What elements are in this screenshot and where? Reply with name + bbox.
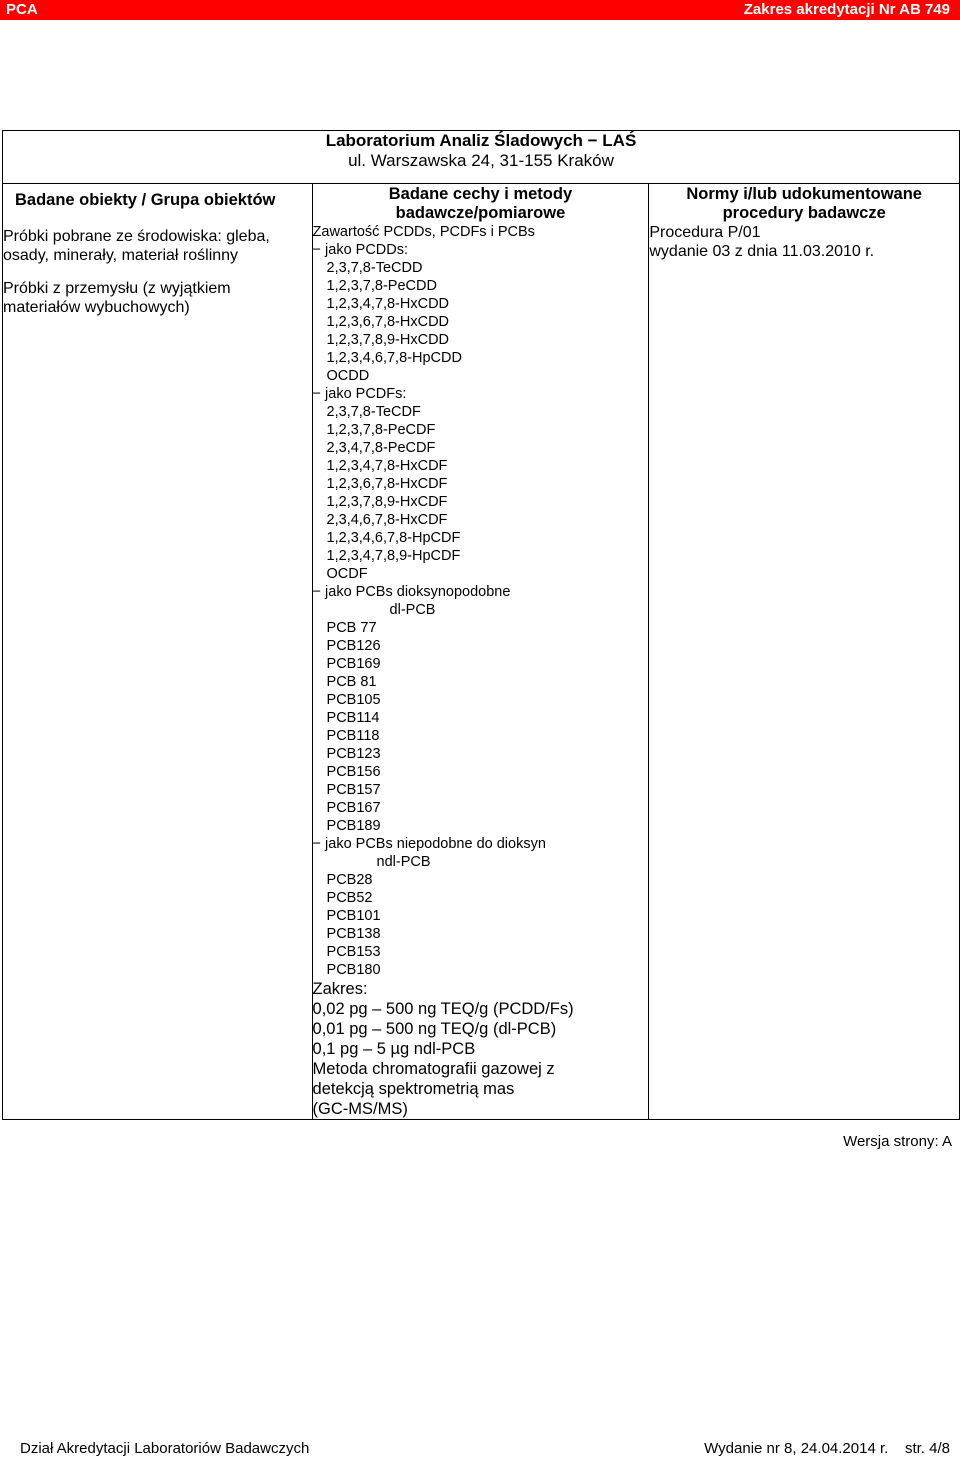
pcdds-label: − jako PCDDs: [312,242,409,258]
accreditation-label: Zakres akredytacji Nr AB 749 [743,1,950,18]
ndl-pcb-congener: PCB180 [326,962,381,978]
org-label: PCA [6,1,38,18]
pcdd-congener: 1,2,3,4,7,8-HxCDD [326,296,450,312]
pcdd-congener: 1,2,3,7,8-PeCDD [326,278,437,294]
dl-pcb-congener: PCB123 [326,746,381,762]
laboratory-address: ul. Warszawska 24, 31-155 Kraków [348,151,614,170]
dl-pcb-congener: PCB118 [326,728,380,744]
pcdd-congener: 2,3,7,8-TeCDD [326,260,423,276]
page-version: Wersja strony: A [843,1133,952,1150]
footer-department: Dział Akredytacji Laboratoriów Badawczych [20,1440,310,1457]
pcdf-congener: 1,2,3,4,7,8-HxCDF [326,458,448,474]
pcdf-congener: 1,2,3,6,7,8-HxCDF [326,476,448,492]
range-item: 0,02 pg – 500 ng TEQ/g (PCDD/Fs) [312,1000,574,1018]
dl-pcb-congener: PCB157 [326,782,381,798]
pcdf-congener: 1,2,3,7,8-PeCDF [326,422,436,438]
ndl-pcb-congener: PCB52 [326,890,373,906]
method-line: detekcją spektrometrią mas [312,1080,515,1098]
dl-pcb-congener: PCB156 [326,764,381,780]
dl-pcb-congener: PCB 77 [326,620,377,636]
pcdd-congener: 1,2,3,4,6,7,8-HpCDD [326,350,462,366]
norms-column [649,184,960,1120]
ndl-pcb-congener: PCB101 [326,908,381,924]
method-line: (GC-MS/MS) [312,1100,408,1118]
ndl-pcb-list [313,871,649,979]
dl-pcb-sublabel: dl-PCB [389,602,436,618]
footer-page-number: str. 4/8 [904,1440,950,1457]
pcdd-congener: OCDD [326,368,370,384]
range-label: Zakres: [312,980,368,998]
objects-header: Badane obiekty / Grupa obiektów [15,191,276,209]
features-header: Badane cechy i metody badawcze/pomiarowe [388,185,573,222]
objects-column [3,184,313,1120]
norm-line: wydanie 03 z dnia 11.03.2010 r. [649,243,875,260]
method-line: Metoda chromatografii gazowej z [312,1060,555,1078]
pcdf-congener: 2,3,4,6,7,8-HxCDF [326,512,448,528]
ndl-pcb-congener: PCB138 [326,926,381,942]
footer-edition [704,1440,950,1457]
norm-line: Procedura P/01 [649,224,761,241]
dl-pcb-congener: PCB114 [326,710,380,726]
object-item: Próbki pobrane ze środowiska: gleba, osady, minerały, materiał roślinny [3,228,270,264]
features-column [312,184,649,1120]
top-bar [0,0,960,20]
ndl-pcb-congener: PCB153 [326,944,381,960]
range-item: 0,1 pg – 5 µg ndl-PCB [312,1040,476,1058]
pcdf-congener: 1,2,3,7,8,9-HxCDF [326,494,448,510]
dl-pcb-congener: PCB105 [326,692,381,708]
features-intro: Zawartość PCDDs, PCDFs i PCBs [312,224,535,240]
pcdd-congener: 1,2,3,6,7,8-HxCDD [326,314,450,330]
pcdd-congener: 1,2,3,7,8,9-HxCDD [326,332,450,348]
ndl-pcb-label: − jako PCBs niepodobne do dioksyn [312,836,546,852]
ndl-pcb-sublabel: ndl-PCB [376,854,431,870]
accreditation-table [2,130,960,1120]
object-item: Próbki z przemysłu (z wyjątkiem materiałów wybuchowych) [3,280,231,316]
pcdfs-label: − jako PCDFs: [312,386,407,402]
ndl-pcb-congener: PCB28 [326,872,373,888]
dl-pcb-congener: PCB 81 [326,674,377,690]
norms-header: Normy i/lub udokumentowane procedury badawcze [686,185,922,222]
dl-pcb-congener: PCB169 [326,656,381,672]
dl-pcb-label: − jako PCBs dioksynopodobne [312,584,511,600]
pcdf-congener: 1,2,3,4,6,7,8-HpCDF [326,530,461,546]
pcdds-list [313,259,649,385]
pcdfs-list [313,403,649,583]
footer-edition-text: Wydanie nr 8, 24.04.2014 r. [704,1440,889,1457]
laboratory-name: Laboratorium Analiz Śladowych − LAŚ [325,131,637,150]
laboratory-header [3,131,960,184]
dl-pcb-list [313,619,649,835]
pcdf-congener: 1,2,3,4,7,8,9-HpCDF [326,548,461,564]
range-item: 0,01 pg – 500 ng TEQ/g (dl-PCB) [312,1020,557,1038]
dl-pcb-congener: PCB189 [326,818,381,834]
pcdf-congener: OCDF [326,566,368,582]
dl-pcb-congener: PCB167 [326,800,381,816]
dl-pcb-congener: PCB126 [326,638,381,654]
pcdf-congener: 2,3,4,7,8-PeCDF [326,440,436,456]
pcdf-congener: 2,3,7,8-TeCDF [326,404,421,420]
